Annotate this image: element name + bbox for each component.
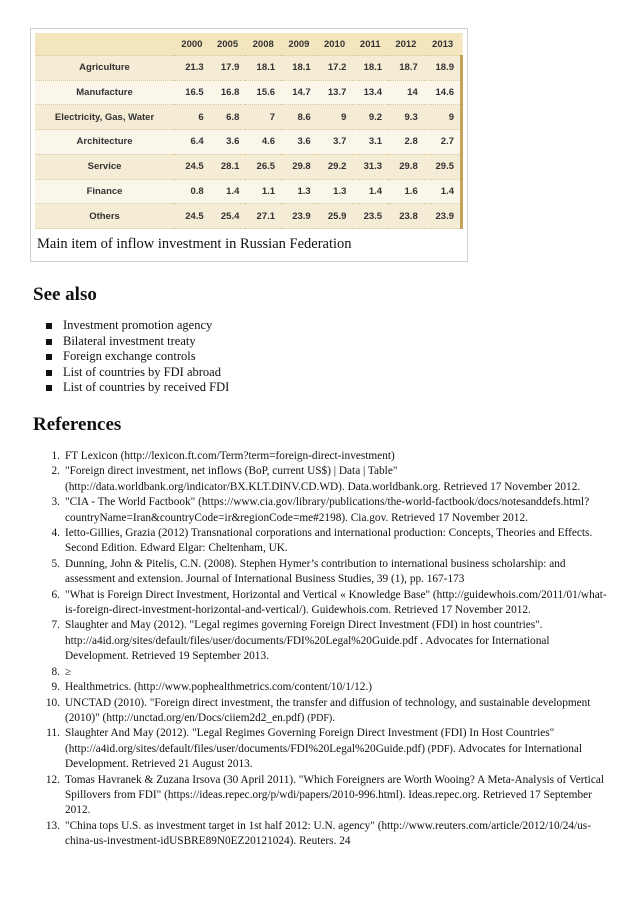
figure bbox=[30, 28, 468, 262]
reference-number: 13. bbox=[45, 819, 60, 832]
reference-text: Slaughter And May (2012). "Legal Regimes Governing Foreign Direct Investment (FDI) In Host Countries" (http://a4id.org/sites/default/files/user/documents/FDI%20Legal%20Guide.pdf) bbox=[65, 727, 555, 755]
see-also-link[interactable]: Foreign exchange controls bbox=[40, 349, 229, 365]
pdf-tag: (PDF) bbox=[427, 743, 453, 755]
table-cell: 16.8 bbox=[210, 80, 246, 105]
table-cell: 25.9 bbox=[317, 204, 353, 229]
reference-text: Ietto-Gillies, Grazia (2012) Transnational corporations and international production: Concepts, Theories and Effects. Second Edition. Edward Elgar: Cheltenham, UK. bbox=[65, 527, 593, 555]
table-cell: 15.6 bbox=[245, 80, 281, 105]
table-cell: 18.9 bbox=[424, 56, 462, 81]
reference-number: 4. bbox=[51, 527, 60, 540]
table-cell: 6.8 bbox=[210, 105, 246, 130]
table-cell: 3.1 bbox=[352, 130, 388, 155]
year-header: 2010 bbox=[317, 33, 353, 56]
table-cell: 7 bbox=[245, 105, 281, 130]
reference-number: 7. bbox=[51, 619, 60, 632]
year-header: 2013 bbox=[424, 33, 462, 56]
table-cell: 13.4 bbox=[352, 80, 388, 105]
reference-number: 9. bbox=[51, 681, 60, 694]
fdi-table bbox=[35, 33, 463, 229]
table-row bbox=[35, 204, 462, 229]
reference-number: 6. bbox=[51, 588, 60, 601]
table-cell: 14.6 bbox=[424, 80, 462, 105]
table-cell: 8.6 bbox=[281, 105, 317, 130]
table-cell: 9 bbox=[424, 105, 462, 130]
table-cell: 3.7 bbox=[317, 130, 353, 155]
see-also-link[interactable]: List of countries by FDI abroad bbox=[40, 365, 229, 381]
reference-number: 1. bbox=[51, 450, 60, 462]
table-cell: 31.3 bbox=[352, 154, 388, 179]
reference-item[interactable] bbox=[34, 773, 612, 819]
table-cell: 23.9 bbox=[281, 204, 317, 229]
reference-number: 5. bbox=[51, 557, 60, 570]
table-cell: 23.8 bbox=[388, 204, 424, 229]
reference-text: ≥ bbox=[65, 665, 72, 678]
see-also-link[interactable]: Bilateral investment treaty bbox=[40, 334, 229, 350]
table-cell: 3.6 bbox=[210, 130, 246, 155]
reference-item[interactable] bbox=[34, 526, 612, 557]
table-cell: 1.4 bbox=[352, 179, 388, 204]
table-cell: 1.3 bbox=[281, 179, 317, 204]
table-cell: 23.9 bbox=[424, 204, 462, 229]
reference-item[interactable] bbox=[34, 819, 612, 850]
year-header: 2008 bbox=[245, 33, 281, 56]
reference-text: Healthmetrics. (http://www.pophealthmetrics.com/content/10/1/12.) bbox=[65, 681, 373, 694]
reference-item[interactable] bbox=[34, 680, 612, 695]
reference-text: Slaughter and May (2012). "Legal regimes governing Foreign Direct Investment (FDI) in host countries". http://a4id.org/sites/default/files/user/documents/FDI%20Legal%20Guide.pdf . Advocates for International Development. Retrieved 19 September 2013. bbox=[65, 619, 550, 663]
table-cell: 17.9 bbox=[210, 56, 246, 81]
reference-number: 2. bbox=[51, 465, 60, 478]
see-also-list bbox=[40, 318, 229, 396]
table-cell: 17.2 bbox=[317, 56, 353, 81]
reference-text: FT Lexicon (http://lexicon.ft.com/Term?term=foreign-direct-investment) bbox=[65, 450, 395, 462]
see-also-heading: See also bbox=[33, 284, 97, 305]
table-cell: 29.2 bbox=[317, 154, 353, 179]
table-row bbox=[35, 130, 462, 155]
table-cell: 2.7 bbox=[424, 130, 462, 155]
reference-number: 12. bbox=[45, 773, 60, 786]
reference-text: Tomas Havranek & Zuzana Irsova (30 April 2011). "Which Foreigners are Worth Wooing? A Meta-Analysis of Vertical Spillovers from FDI" (https://ideas.repec.org/p/wdi/papers/2010-996.html). Ideas.repec.org. Retrieved 17 September 2012. bbox=[65, 773, 604, 817]
reference-text: "What is Foreign Direct Investment, Horizontal and Vertical « Knowledge Base" (http://guidewhois.com/2011/01/what-is-foreign-direct-investment-horizontal-and-vertical/). Guidewhois.com. Retrieved 17 November 2012. bbox=[65, 588, 607, 617]
year-header: 2000 bbox=[174, 33, 210, 56]
reference-item[interactable] bbox=[34, 557, 612, 588]
table-cell: 1.3 bbox=[317, 179, 353, 204]
reference-item[interactable] bbox=[34, 726, 612, 772]
table-cell: 0.8 bbox=[174, 179, 210, 204]
table-cell: 3.6 bbox=[281, 130, 317, 155]
table-cell: 18.1 bbox=[352, 56, 388, 81]
reference-text: UNCTAD (2010). "Foreign direct investment, the transfer and diffusion of technology, and sustainable development (2010)" (http://unctad.org/en/Docs/ciiem2d2_en.pdf) bbox=[65, 696, 591, 724]
table-cell: 9.3 bbox=[388, 105, 424, 130]
reference-text: "CIA - The World Factbook" (https://www.cia.gov/library/publications/the-world-factbook/docs/notesanddefs.html?countryName=Iran&countryCode=ir&regionCode=me#2198). Cia.gov. Retrieved 17 November 2012. bbox=[65, 496, 590, 524]
reference-number: 3. bbox=[51, 496, 60, 509]
table-cell: 2.8 bbox=[388, 130, 424, 155]
reference-item[interactable] bbox=[34, 618, 612, 664]
table-cell: 25.4 bbox=[210, 204, 246, 229]
reference-number: 11. bbox=[46, 727, 60, 740]
row-category: Service bbox=[35, 154, 174, 179]
table-header-corner bbox=[35, 33, 174, 56]
reference-number: 10. bbox=[45, 696, 60, 709]
table-cell: 6 bbox=[174, 105, 210, 130]
table-row bbox=[35, 179, 462, 204]
table-cell: 9.2 bbox=[352, 105, 388, 130]
row-category: Finance bbox=[35, 179, 174, 204]
table-cell: 29.5 bbox=[424, 154, 462, 179]
reference-item[interactable] bbox=[34, 696, 612, 727]
table-cell: 14 bbox=[388, 80, 424, 105]
row-category: Manufacture bbox=[35, 80, 174, 105]
row-category: Electricity, Gas, Water bbox=[35, 105, 174, 130]
row-category: Others bbox=[35, 204, 174, 229]
table-row bbox=[35, 154, 462, 179]
row-category: Architecture bbox=[35, 130, 174, 155]
year-header: 2012 bbox=[388, 33, 424, 56]
reference-number: 8. bbox=[51, 665, 60, 678]
reference-item[interactable] bbox=[34, 495, 612, 526]
table-cell: 4.6 bbox=[245, 130, 281, 155]
table-cell: 18.7 bbox=[388, 56, 424, 81]
fdi-table-image bbox=[35, 33, 463, 229]
table-cell: 1.4 bbox=[210, 179, 246, 204]
table-cell: 26.5 bbox=[245, 154, 281, 179]
table-cell: 29.8 bbox=[388, 154, 424, 179]
figure-caption: Main item of inflow investment in Russian Federation bbox=[37, 236, 352, 252]
reference-item[interactable] bbox=[34, 464, 612, 495]
see-also-link[interactable]: List of countries by received FDI bbox=[40, 380, 229, 396]
table-cell: 1.4 bbox=[424, 179, 462, 204]
table-cell: 6.4 bbox=[174, 130, 210, 155]
year-header: 2005 bbox=[210, 33, 246, 56]
table-header-row bbox=[35, 33, 462, 56]
table-cell: 21.3 bbox=[174, 56, 210, 81]
table-cell: 1.1 bbox=[245, 179, 281, 204]
table-row bbox=[35, 56, 462, 81]
reference-text: Dunning, John & Pitelis, C.N. (2008). Stephen Hymer’s contribution to international business scholarship: and assessment and extension. Journal of International Business Studies, 39 (1), pp. 167-173 bbox=[65, 557, 566, 586]
reference-item[interactable] bbox=[34, 665, 612, 680]
year-header: 2011 bbox=[352, 33, 388, 56]
year-header: 2009 bbox=[281, 33, 317, 56]
table-cell: 9 bbox=[317, 105, 353, 130]
see-also-link[interactable]: Investment promotion agency bbox=[40, 318, 229, 334]
reference-item[interactable] bbox=[34, 449, 612, 464]
table-cell: 18.1 bbox=[281, 56, 317, 81]
table-cell: 1.6 bbox=[388, 179, 424, 204]
table-cell: 27.1 bbox=[245, 204, 281, 229]
table-cell: 28.1 bbox=[210, 154, 246, 179]
reference-tail: . Advocates for International Development. Retrieved 21 August 2013. bbox=[65, 742, 583, 771]
reference-tail: . bbox=[332, 711, 336, 724]
reference-text: "China tops U.S. as investment target in 1st half 2012: U.N. agency" (http://www.reuters.com/article/2012/10/24/us-china-us-investment-idUSBRE89N0EZ20121024). Reuters. 24 bbox=[65, 819, 591, 848]
table-cell: 23.5 bbox=[352, 204, 388, 229]
table-row bbox=[35, 105, 462, 130]
table-cell: 29.8 bbox=[281, 154, 317, 179]
table-cell: 13.7 bbox=[317, 80, 353, 105]
table-cell: 18.1 bbox=[245, 56, 281, 81]
references-list bbox=[34, 449, 612, 850]
table-cell: 24.5 bbox=[174, 154, 210, 179]
reference-text: "Foreign direct investment, net inflows (BoP, current US$) | Data | Table" (http://data.worldbank.org/indicator/BX.KLT.DINV.CD.WD). Data.worldbank.org. Retrieved 17 November 2012. bbox=[65, 465, 581, 493]
row-category: Agriculture bbox=[35, 56, 174, 81]
references-heading: References bbox=[33, 414, 122, 435]
table-cell: 16.5 bbox=[174, 80, 210, 105]
pdf-tag: (PDF) bbox=[307, 712, 333, 724]
table-row bbox=[35, 80, 462, 105]
table-cell: 14.7 bbox=[281, 80, 317, 105]
reference-item[interactable] bbox=[34, 588, 612, 619]
table-cell: 24.5 bbox=[174, 204, 210, 229]
